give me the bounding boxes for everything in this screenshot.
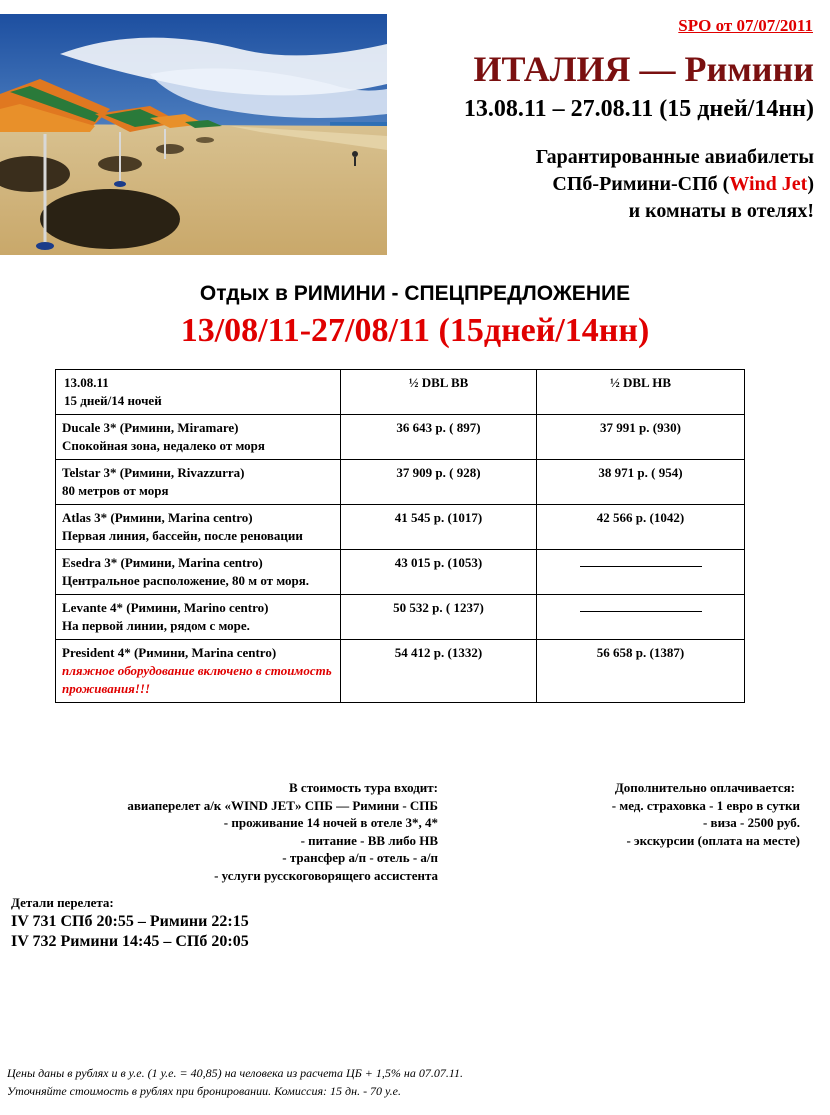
offer-title: Отдых в РИМИНИ - СПЕЦПРЕДЛОЖЕНИЕ (199, 282, 631, 305)
guarantee-line-3: и комнаты в отелях! (628, 200, 814, 222)
price-hb: 37 991 р. (930) (537, 415, 745, 460)
hotel-desc: Центральное расположение, 80 м от моря. (62, 573, 310, 588)
header-bb: ½ DBL BB (341, 370, 537, 415)
beach-photo (0, 14, 387, 255)
price-bb: 37 909 р. ( 928) (341, 460, 537, 505)
price-hb-empty (537, 595, 745, 640)
table-row (56, 595, 745, 640)
price-bb: 41 545 р. (1017) (341, 505, 537, 550)
hotel-name: Esedra 3* (Римини, Marina centro) (62, 555, 263, 570)
guarantee-route: СПб-Римини-СПб ( (552, 173, 730, 195)
guarantee-text (536, 144, 814, 225)
spo-date: SPO от 07/07/2011 (678, 16, 813, 35)
table-row (56, 505, 745, 550)
header-hb: ½ DBL HB (537, 370, 745, 415)
airline-name: Wind Jet (729, 173, 808, 195)
extra-title: Дополнительно оплачивается: (614, 780, 795, 795)
footer-line: Уточняйте стоимость в рублях при бронировании. Комиссия: 15 дн. - 70 у.е. (7, 1084, 401, 1098)
header-period-cell (56, 370, 341, 415)
table-row (56, 415, 745, 460)
table-header-row (56, 370, 745, 415)
included-item: - услуги русскоговорящего ассистента (214, 867, 438, 883)
included-item: - питание - ВВ либо НВ (300, 832, 438, 848)
price-hb: 56 658 р. (1387) (537, 640, 745, 703)
flight-details (11, 894, 249, 952)
offer-dates: 13/08/11-27/08/11 (15дней/14нн) (180, 312, 650, 349)
hotel-name: Atlas 3* (Римини, Marina centro) (62, 510, 253, 525)
price-bb: 36 643 р. ( 897) (341, 415, 537, 460)
extra-item: - мед. страховка - 1 евро в сутки (611, 797, 800, 813)
hotel-desc: Первая линия, бассейн, после реновации (62, 528, 303, 543)
footer-note (7, 1064, 463, 1100)
price-hb: 38 971 р. ( 954) (537, 460, 745, 505)
tour-dates: 13.08.11 – 27.08.11 (15 дней/14нн) (463, 96, 814, 122)
hotel-note: пляжное оборудование включено в стоимость проживания!!! (62, 663, 332, 696)
hotel-desc: 80 метров от моря (62, 483, 169, 498)
hotel-name: President 4* (Римини, Marina centro) (62, 645, 277, 660)
flight-line: IV 731 СПб 20:55 – Римини 22:15 (11, 913, 249, 930)
flight-line: IV 732 Римини 14:45 – СПб 20:05 (11, 933, 249, 950)
hotel-name: Levante 4* (Римини, Marino centro) (62, 600, 269, 615)
hotel-name: Ducale 3* (Римини, Miramare) (62, 420, 239, 435)
dash-line (580, 556, 702, 567)
hotel-desc: На первой линии, рядом с море. (62, 618, 250, 633)
included-item: - трансфер а/п - отель - а/п (282, 850, 438, 865)
price-bb: 54 412 р. (1332) (341, 640, 537, 703)
included-item: авиаперелет а/к «WIND JET» СПБ — Римини - СПБ (127, 797, 438, 813)
dash-line (580, 601, 702, 612)
hotel-desc: Спокойная зона, недалеко от моря (62, 438, 265, 453)
guarantee-line-1: Гарантированные авиабилеты (535, 146, 814, 168)
guarantee-line-2 (536, 171, 814, 198)
flight-title: Детали перелета: (11, 895, 114, 910)
hotel-name: Telstar 3* (Римини, Rivazzurra) (62, 465, 245, 480)
header-date: 13.08.11 (64, 375, 109, 390)
price-bb: 43 015 р. (1053) (341, 550, 537, 595)
country-title: ИТАЛИЯ — Римини (473, 49, 814, 89)
table-row (56, 460, 745, 505)
table-row (56, 640, 745, 703)
extra-section (612, 779, 800, 849)
extra-item: - экскурсии (оплата на месте) (626, 832, 800, 848)
price-bb: 50 532 р. ( 1237) (341, 595, 537, 640)
price-hb-empty (537, 550, 745, 595)
price-table (55, 369, 745, 703)
header-nights: 15 дней/14 ночей (64, 393, 162, 408)
included-item: - проживание 14 ночей в отеле 3*, 4* (223, 815, 438, 830)
guarantee-paren: ) (807, 173, 814, 195)
extra-item: - виза - 2500 руб. (702, 815, 800, 830)
table-row (56, 550, 745, 595)
footer-line: Цены даны в рублях и в у.е. (1 у.е. = 40,85) на человека из расчета ЦБ + 1,5% на 07.07.11. (7, 1066, 463, 1080)
price-hb: 42 566 р. (1042) (537, 505, 745, 550)
included-title: В стоимость тура входит: (289, 780, 438, 795)
included-section (127, 779, 438, 884)
